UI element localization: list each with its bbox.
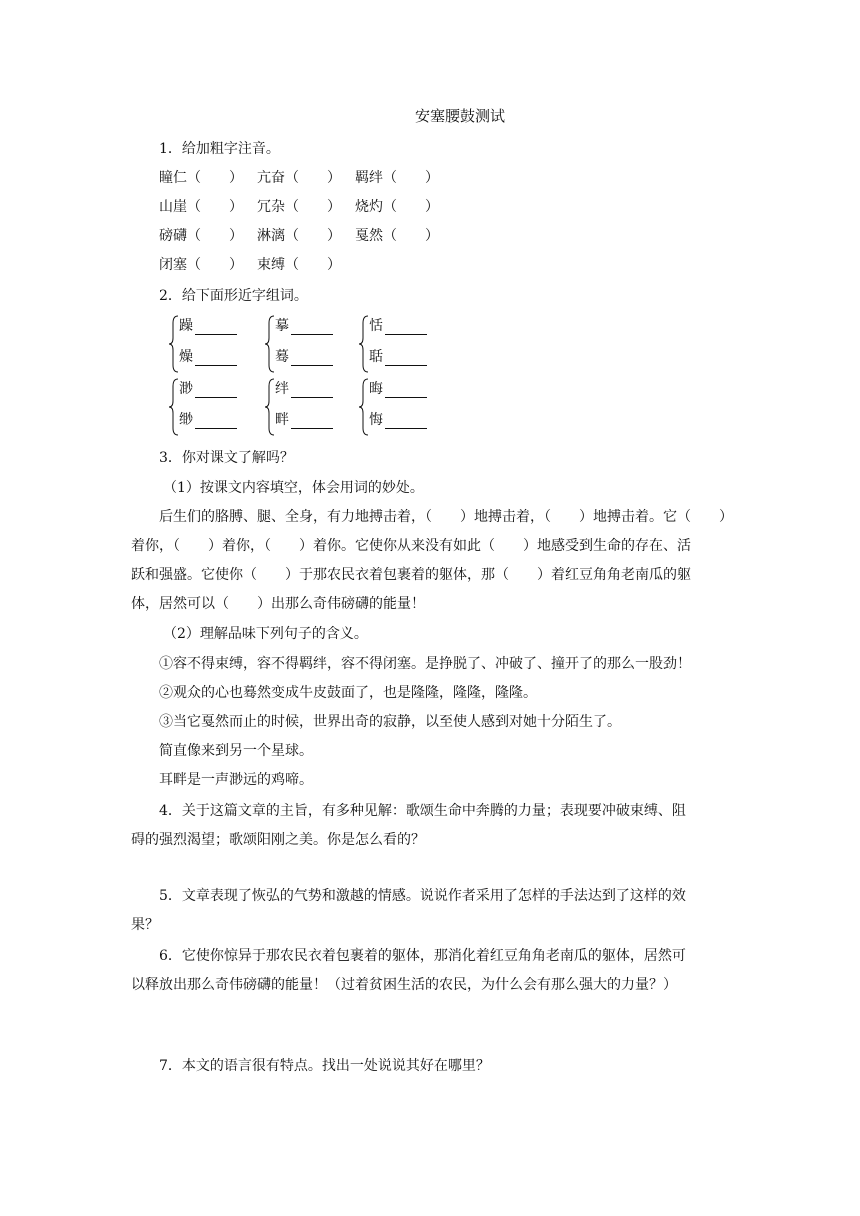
char: 绊 xyxy=(275,381,289,397)
char: 恬 xyxy=(369,318,383,334)
q3-sentence: ③当它戛然而止的时候，世界出奇的寂静，以至使人感到对她十分陌生了。 xyxy=(159,714,621,730)
brace-icon xyxy=(265,315,275,373)
q1-item: 羁绊（ ） xyxy=(355,170,439,186)
q1-row-3 xyxy=(159,222,453,251)
word-group xyxy=(359,315,439,373)
q3-sentence: 简直像来到另一个星球。 xyxy=(159,743,313,759)
blank-line xyxy=(385,365,427,366)
char: 缈 xyxy=(179,412,193,428)
q3-sub2: （2）理解品味下列句子的含义。 xyxy=(163,626,368,642)
char: 蓦 xyxy=(275,349,289,365)
q1-item: 冗杂（ ） xyxy=(257,199,341,215)
blank-line xyxy=(195,365,237,366)
q5-line: 果？ xyxy=(131,917,159,933)
q1-row-4 xyxy=(159,251,355,280)
q6-line: 以释放出那么奇伟磅礴的能量！（过着贫困生活的农民，为什么会有那么强大的力量？） xyxy=(131,977,677,993)
q1-item: 亢奋（ ） xyxy=(257,170,341,186)
q1-item: 闭塞（ ） xyxy=(159,257,243,273)
brace-icon xyxy=(169,378,179,436)
q3-sentence: ②观众的心也蓦然变成牛皮鼓面了，也是隆隆，隆隆，隆隆。 xyxy=(159,685,537,701)
char: 悔 xyxy=(369,412,383,428)
q1-item: 淋漓（ ） xyxy=(257,228,341,244)
word-group xyxy=(169,378,249,436)
q3-sub1: （1）按课文内容填空，体会用词的妙处。 xyxy=(163,480,424,496)
q3-paragraph-line: 着你，（ ）着你，（ ）着你。它使你从来没有如此（ ）地感受到生命的存在、活 xyxy=(131,538,691,554)
q4-line: 4．关于这篇文章的主旨，有多种见解：歌颂生命中奔腾的力量；表现要冲破束缚、阻 xyxy=(159,803,686,819)
brace-icon xyxy=(359,378,369,436)
q1-item: 烧灼（ ） xyxy=(355,199,439,215)
char: 燥 xyxy=(179,349,193,365)
word-group xyxy=(265,315,345,373)
q3-paragraph-line: 后生们的胳膊、腿、全身，有力地搏击着，（ ）地搏击着，（ ）地搏击着。它（ ） xyxy=(159,509,733,525)
char: 聒 xyxy=(369,349,383,365)
word-group xyxy=(265,378,345,436)
blank-line xyxy=(385,428,427,429)
q6-line: 6．它使你惊异于那农民衣着包裹着的躯体，那消化着红豆角角老南瓜的躯体，居然可 xyxy=(159,948,686,964)
word-group xyxy=(359,378,439,436)
q3-paragraph-line: 体，居然可以（ ）出那么奇伟磅礴的能量！ xyxy=(131,596,425,612)
q1-item: 磅礴（ ） xyxy=(159,228,243,244)
char: 渺 xyxy=(179,381,193,397)
brace-icon xyxy=(265,378,275,436)
q1-heading: 1．给加粗字注音。 xyxy=(159,141,280,157)
q1-row-1 xyxy=(159,164,453,193)
blank-line xyxy=(195,334,237,335)
blank-line xyxy=(385,334,427,335)
blank-line xyxy=(291,365,333,366)
blank-line xyxy=(195,397,237,398)
q1-row-2 xyxy=(159,193,453,222)
q1-item: 瞳仁（ ） xyxy=(159,170,243,186)
char: 躁 xyxy=(179,318,193,334)
char: 摹 xyxy=(275,318,289,334)
blank-line xyxy=(385,397,427,398)
blank-line xyxy=(291,428,333,429)
q3-paragraph-line: 跃和强盛。它使你（ ）于那农民衣着包裹着的躯体，那（ ）着红豆角角老南瓜的躯 xyxy=(131,567,691,583)
brace-icon xyxy=(359,315,369,373)
blank-line xyxy=(291,397,333,398)
blank-line xyxy=(291,334,333,335)
blank-line xyxy=(195,428,237,429)
q3-sentence: ①容不得束缚，容不得羁绊，容不得闭塞。是挣脱了、冲破了、撞开了的那么一股劲！ xyxy=(159,656,691,672)
char: 畔 xyxy=(275,412,289,428)
q1-item: 束缚（ ） xyxy=(257,257,341,273)
q3-heading: 3．你对课文了解吗？ xyxy=(159,450,294,466)
q1-item: 山崖（ ） xyxy=(159,199,243,215)
word-group xyxy=(169,315,249,373)
q7-line: 7．本文的语言很有特点。找出一处说说其好在哪里？ xyxy=(159,1058,490,1074)
q2-heading: 2．给下面形近字组词。 xyxy=(159,288,308,304)
q4-line: 碍的强烈渴望；歌颂阳刚之美。你是怎么看的？ xyxy=(131,832,425,848)
q5-line: 5．文章表现了恢弘的气势和激越的情感。说说作者采用了怎样的手法达到了这样的效 xyxy=(159,888,686,904)
q1-item: 戛然（ ） xyxy=(355,228,439,244)
q3-sentence: 耳畔是一声渺远的鸡啼。 xyxy=(159,772,313,788)
char: 晦 xyxy=(369,381,383,397)
page-title: 安塞腰鼓测试 xyxy=(414,107,505,125)
brace-icon xyxy=(169,315,179,373)
